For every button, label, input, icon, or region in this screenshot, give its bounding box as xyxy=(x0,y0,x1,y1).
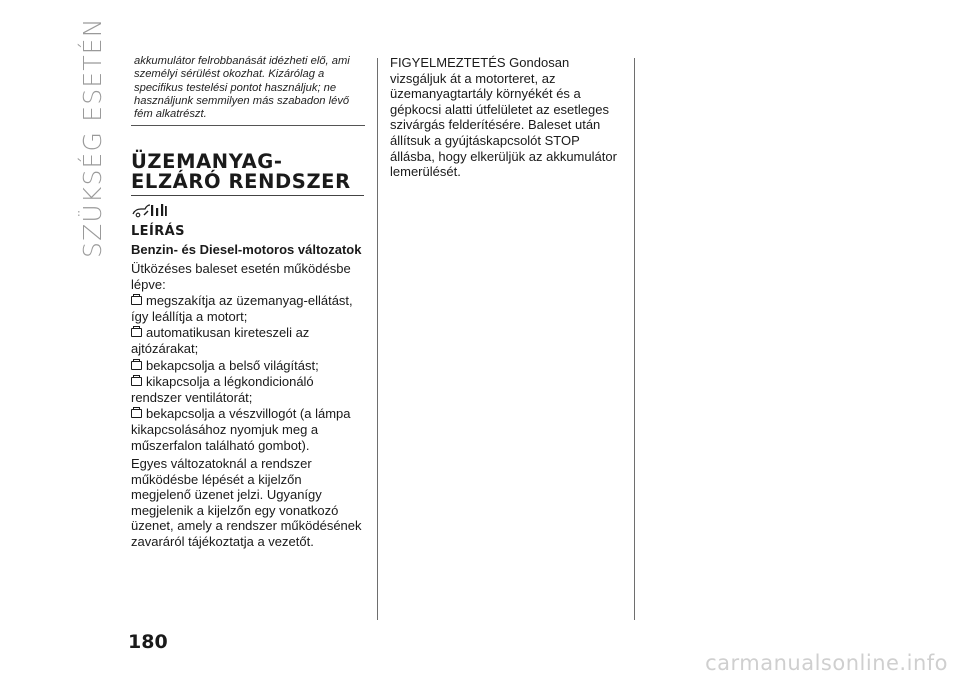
bullet-icon xyxy=(131,409,142,418)
column-divider-left xyxy=(377,58,378,620)
page-number: 180 xyxy=(128,631,168,653)
section-title-line-1: ÜZEMANYAG- xyxy=(131,150,283,174)
list-item xyxy=(131,358,365,374)
list-item-text: megszakítja az üzemanyag-ellátást, így leállítja a motort; xyxy=(131,293,353,324)
list-item-text: kikapcsolja a légkondicionáló rendszer ventilátorát; xyxy=(131,374,314,405)
right-column xyxy=(390,52,626,180)
chapter-side-title: SZÜKSÉG ESETÉN xyxy=(78,17,107,258)
action-list xyxy=(131,293,365,453)
bullet-icon xyxy=(131,361,142,370)
intro-text: Ütközéses baleset esetén működésbe lépve: xyxy=(131,260,351,292)
list-item xyxy=(131,293,365,324)
subsection-title: LEÍRÁS xyxy=(131,224,185,240)
list-item-text: bekapcsolja a belső világítást; xyxy=(146,357,319,373)
bullet-icon xyxy=(131,328,142,337)
section-title xyxy=(131,152,365,192)
bullet-icon xyxy=(131,377,142,386)
column-divider-right xyxy=(634,58,635,620)
title-underline xyxy=(131,195,364,196)
list-item-text: bekapcsolja a vészvillogót (a lámpa kikapcsolásához nyomjuk meg a műszerfalon található gombot). xyxy=(131,406,351,453)
warning-box-continued: akkumulátor felrobbanását idézheti elő, ami személyi sérülést okozhat. Kizárólag a specifikus testelési pontot használjuk; ne használjunk semmilyen más szabadon lévő fém alkatrészt. xyxy=(131,55,365,126)
warning-paragraph: FIGYELMEZTETÉS Gondosan vizsgáljuk át a motorteret, az üzemanyagtartály környékét és a gépkocsi alatti útfelületet az esetleges szivárgás felderítésére. Baleset után állítsuk a gyújtáskapcsolót STOP állásba, hogy elkerüljük az akkumulátor lemerülését. xyxy=(390,55,617,180)
left-column xyxy=(131,55,365,550)
section-title-line-2: ELZÁRÓ RENDSZER xyxy=(131,170,351,194)
list-item xyxy=(131,406,365,453)
car-service-icon xyxy=(132,202,168,218)
bullet-icon xyxy=(131,296,142,305)
list-item xyxy=(131,374,365,405)
list-item xyxy=(131,325,365,356)
list-item-text: automatikusan kireteszeli az ajtózárakat; xyxy=(131,325,310,356)
versions-paragraph: Egyes változatoknál a rendszer működésbe lépését a kijelzőn megjelenő üzenet jelzi. Ugyanígy megjelenik a kijelzőn egy vonatkozó üzenet, amely a rendszer működésének zavaráról tájékoztatja a vezetőt. xyxy=(131,456,362,550)
variant-heading: Benzin- és Diesel-motoros változatok xyxy=(131,242,362,258)
watermark: carmanualsonline.info xyxy=(705,651,948,675)
